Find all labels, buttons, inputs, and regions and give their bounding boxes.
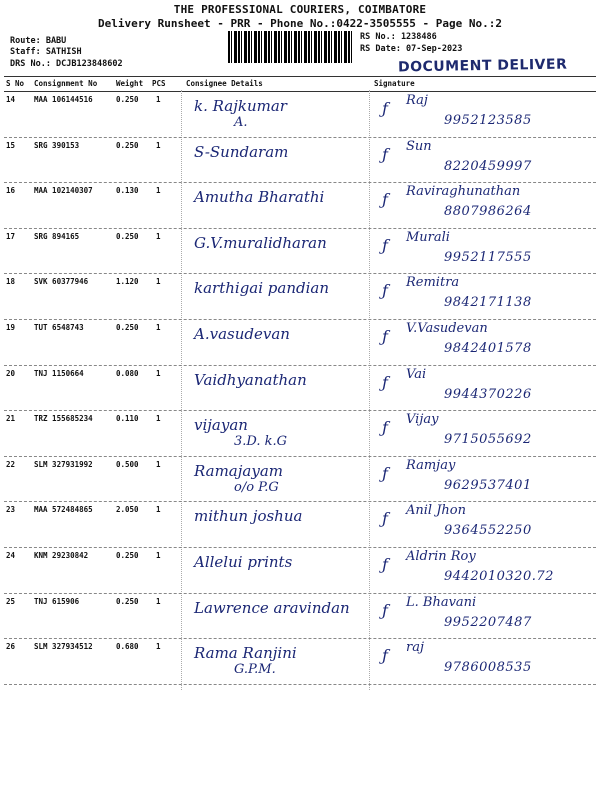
cell-pcs: 1 [156,186,161,196]
cell-pcs: 1 [156,368,161,378]
cell-sno: 23 [6,505,16,515]
consignee-name: Rama Ranjini [194,644,297,663]
company-title: THE PROFESSIONAL COURIERS, COIMBATORE [173,3,427,16]
receiver-signature: Ramjay [406,457,456,473]
receiver-phone: 9842401578 [444,341,532,356]
table-row [4,91,596,138]
receiver-signature: Remitra [406,275,460,291]
receiver-signature: Raviraghunathan [406,184,521,200]
receiver-phone: 9952117555 [444,249,532,265]
receiver-phone: 9786008535 [444,660,532,676]
signature-mark: ƒ [382,327,388,346]
table-header [4,76,596,92]
cell-pcs: 1 [156,140,161,150]
cell-consignment-no: TNJ 615906 [34,596,80,606]
cell-weight: 0.250 [116,323,139,332]
signature-mark: ƒ [382,600,388,620]
signature-mark: ƒ [382,99,388,118]
signature-mark: ƒ [382,144,388,164]
signature-mark: ƒ [382,281,388,301]
consignee-name: Vaidhyanathan [194,370,307,389]
consignee-name: Ramajayam [194,461,283,480]
receiver-signature: Vijay [406,412,439,428]
cell-pcs: 1 [156,95,161,104]
receiver-signature: raj [406,640,424,656]
receiver-phone: 9944370226 [444,386,532,402]
cell-weight: 0.680 [116,642,139,652]
cell-pcs: 1 [156,505,161,515]
cell-sno: 19 [6,323,16,332]
cell-weight: 0.250 [116,140,139,150]
cell-consignment-no: SRG 894165 [34,231,80,241]
table-row [4,456,596,503]
cell-consignment-no: TUT 6548743 [34,323,84,332]
route-label: Route: BABU [10,36,67,46]
signature-mark: ƒ [382,463,388,483]
drs-number: DRS No.: DCJB123848602 [10,59,123,69]
cell-pcs: 1 [156,642,161,652]
col-sno: S No [6,79,25,88]
receiver-signature: Anil Jhon [406,503,466,519]
cell-sno: 22 [6,459,16,469]
cell-sno: 20 [6,368,16,378]
receiver-signature: V.Vasudevan [406,321,488,336]
cell-weight: 0.500 [116,459,139,469]
cell-sno: 21 [6,414,16,424]
consignee-name: mithun joshua [194,507,303,526]
table-row [4,547,596,594]
cell-consignment-no: SRG 390153 [34,140,80,150]
cell-pcs: 1 [156,323,161,332]
cell-consignment-no: SVK 60377946 [34,277,89,287]
col-pcs: PCS [152,79,166,88]
receiver-signature: L. Bhavani [406,594,477,610]
consignee-name: A.vasudevan [194,325,290,343]
cell-weight: 0.250 [116,95,139,104]
cell-consignment-no: MAA 572484865 [34,505,93,515]
rs-number: RS No.: 1238486 [360,32,437,42]
table-row [4,501,596,548]
table-row [4,273,596,320]
cell-sno: 18 [6,277,16,287]
col-consignment: Consignment No [34,79,98,88]
receiver-signature: Aldrin Roy [406,549,476,564]
cell-weight: 0.130 [116,186,139,196]
staff-label: Staff: SATHISH [10,47,82,57]
table-row [4,319,596,366]
cell-weight: 1.120 [116,277,139,287]
document-delivered-stamp: DOCUMENT DELIVER [397,56,568,76]
signature-mark: ƒ [382,555,388,574]
receiver-phone: 9952207487 [444,614,532,630]
consignee-name: Lawrence aravindan [194,598,350,617]
receiver-signature: Murali [406,229,450,245]
receiver-phone: 9364552250 [444,523,532,539]
cell-weight: 0.110 [116,414,139,424]
cell-pcs: 1 [156,231,161,241]
signature-mark: ƒ [382,509,388,529]
receiver-phone: 9952123585 [444,113,532,128]
receiver-signature: Sun [406,138,432,154]
table-row [4,410,596,457]
cell-weight: 0.080 [116,368,139,378]
receiver-signature: Raj [406,93,428,108]
consignee-name: vijayan [194,416,248,435]
rs-date: RS Date: 07-Sep-2023 [360,44,463,54]
cell-weight: 0.250 [116,551,139,560]
cell-pcs: 1 [156,551,161,560]
consignee-name: Allelui prints [194,553,293,571]
col-weight: Weight [116,79,144,88]
consignee-name-line2: G.P.M. [234,662,276,678]
table-row [4,182,596,229]
signature-mark: ƒ [382,646,388,666]
receiver-signature: Vai [406,366,427,382]
cell-pcs: 1 [156,277,161,287]
cell-pcs: 1 [156,596,161,606]
cell-sno: 16 [6,186,16,196]
cell-sno: 17 [6,231,16,241]
table-row [4,593,596,640]
receiver-phone: 9715055692 [444,432,532,448]
cell-weight: 0.250 [116,596,139,606]
receiver-phone: 9629537401 [444,477,532,493]
consignee-name: S-Sundaram [194,142,289,161]
consignee-name: Amutha Bharathi [194,188,325,207]
cell-consignment-no: MAA 102140307 [34,186,93,196]
consignee-name-line2: A. [234,115,248,130]
cell-sno: 26 [6,642,16,652]
runsheet-subtitle: Delivery Runsheet - PRR - Phone No.:0422-3505555 - Page No.:2 [98,17,502,30]
col-consignee: Consignee Details [186,79,263,88]
receiver-phone: 8807986264 [444,204,532,220]
receiver-phone: 8220459997 [444,158,532,174]
signature-mark: ƒ [382,235,388,255]
cell-consignment-no: TNJ 1150664 [34,368,84,378]
barcode [228,31,352,63]
cell-weight: 0.250 [116,231,139,241]
cell-sno: 15 [6,140,16,150]
signature-mark: ƒ [382,372,388,392]
consignee-name-line2: 3.D. k.G [234,434,288,450]
cell-sno: 24 [6,551,16,560]
receiver-phone: 9442010320.72 [444,569,554,584]
cell-sno: 25 [6,596,16,606]
cell-consignment-no: SLM 327931992 [34,459,93,469]
cell-consignment-no: TRZ 155685234 [34,414,93,424]
table-row [4,638,596,685]
table-row [4,228,596,275]
signature-mark: ƒ [382,190,388,210]
receiver-phone: 9842171138 [444,295,532,311]
consignee-name: G.V.muralidharan [194,233,327,252]
consignee-name: k. Rajkumar [194,97,287,115]
consignee-name: karthigai pandian [194,279,330,298]
table-row [4,365,596,412]
col-signature: Signature [374,79,415,88]
cell-consignment-no: MAA 106144516 [34,95,93,104]
consignee-name-line2: o/o P.G [234,479,279,495]
cell-pcs: 1 [156,459,161,469]
cell-consignment-no: KNM 29230842 [34,551,89,560]
cell-pcs: 1 [156,414,161,424]
cell-weight: 2.050 [116,505,139,515]
table-row [4,137,596,184]
signature-mark: ƒ [382,418,388,438]
cell-sno: 14 [6,95,16,104]
cell-consignment-no: SLM 327934512 [34,642,93,652]
